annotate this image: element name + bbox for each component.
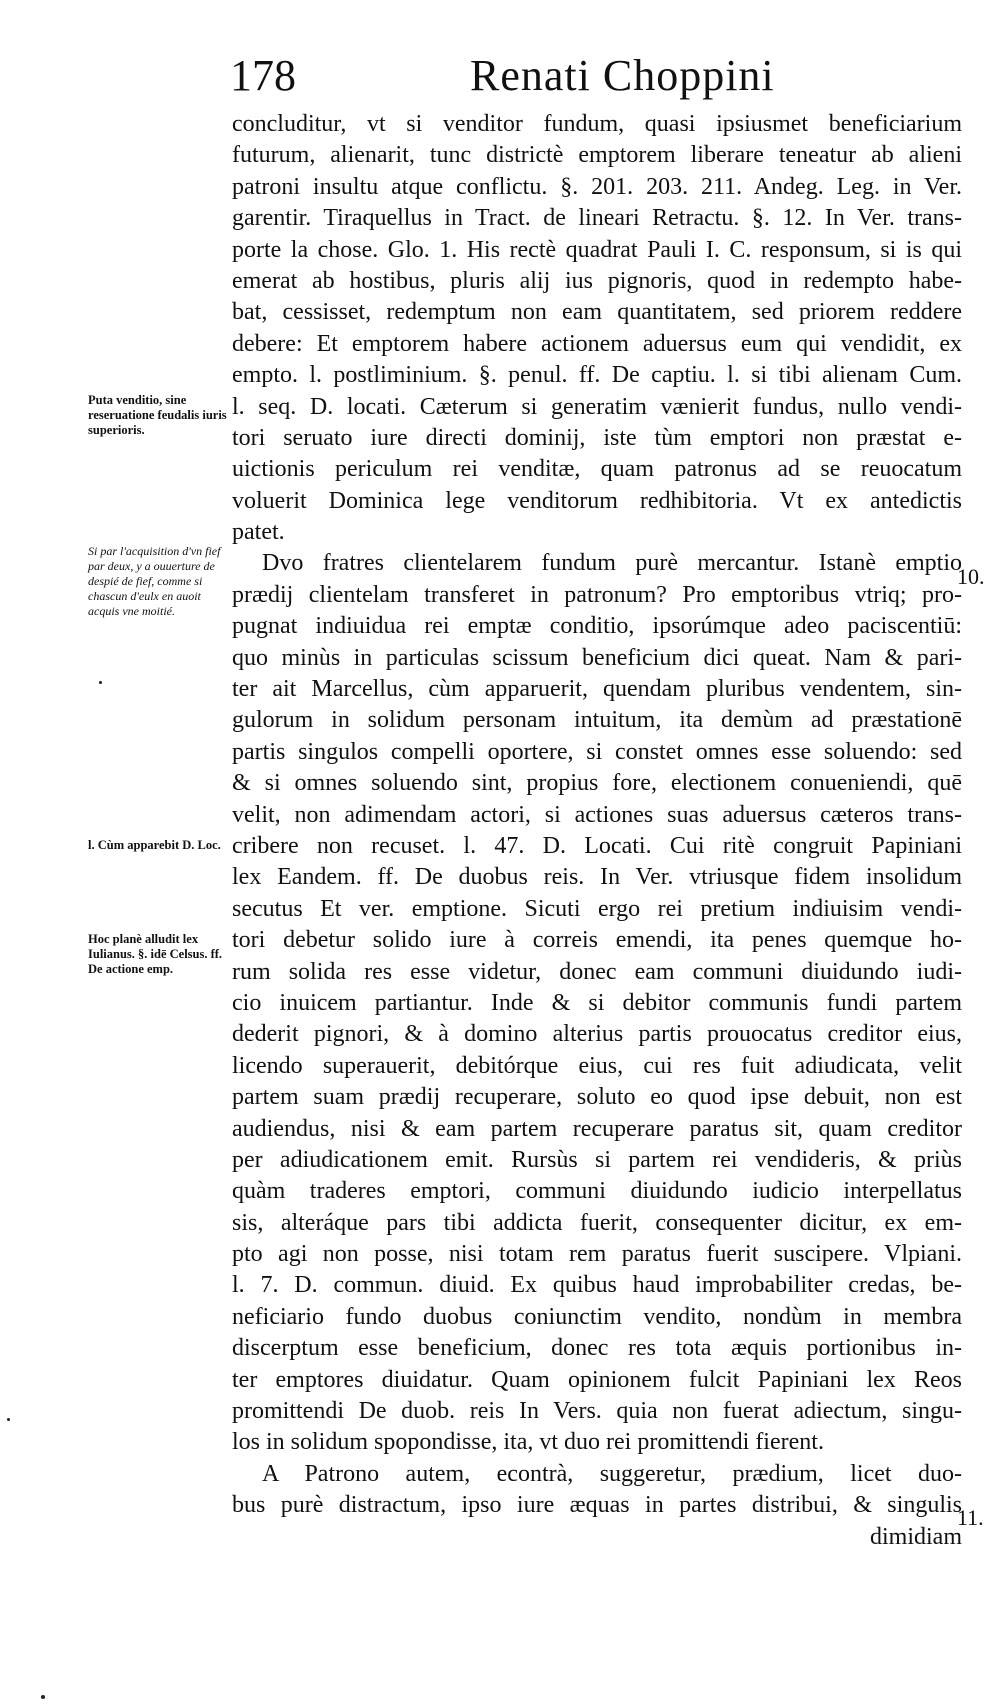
text-line: debere: Et emptorem habere actionem aduersus eum qui vendidit, ex [232,330,962,357]
paragraph-start-line: Dvo fratres clientelarem fundum purè mercantur. Istanè emptio [262,550,962,577]
ink-speck [7,1418,10,1421]
text-line: quo minùs in particulas scissum beneficium dici queat. Nam & pari- [232,644,962,671]
text-line: tori seruato iure directi dominij, iste tùm emptori non præstat e- [232,424,962,451]
text-line: bat, cessisset, redemptum non eam quantitatem, sed priorem reddere [232,299,962,326]
margin-note: Puta venditio, sine reseruatione feudalis iuris superioris. [88,393,227,437]
text-line: cio inuicem partiantur. Inde & si debitor communis fundi partem [232,989,962,1016]
text-line: prædij clientelam transferet in patronum? Pro emptoribus vtriq; pro- [232,581,962,608]
page-header [230,50,950,110]
running-title: Renati Choppini [470,51,775,100]
text-line: pugnat indiuidua rei emptæ conditio, ipsorúmque adeo paciscentiū: [232,613,962,640]
text-line: quàm traderes emptori, communi diuidundo iudicio interpellatus [232,1178,962,1205]
text-line: promittendi De duob. reis In Vers. quia non fuerat adiectum, singu- [232,1398,962,1425]
text-line: discerptum esse beneficium, donec res tota æquis portionibus in- [232,1335,962,1362]
text-line: los in solidum spopondisse, ita, vt duo rei promittendi fierent. [232,1429,824,1456]
text-line: voluerit Dominica lege venditorum redhibitoria. Vt ex antedictis [232,487,962,514]
text-line: licendo superauerit, debitórque eius, cui res fuit adiudicata, velit [232,1052,962,1079]
text-line: futurum, alienarit, tunc districtè emptorem liberare teneatur ab alieni [232,142,962,169]
text-line: lex Eandem. ff. De duobus reis. In Ver. vtriusque fidem insolidum [232,864,962,891]
text-line: partis singulos compelli oportere, si constet omnes esse soluendo: sed [232,738,962,765]
text-line: patroni insultu atque conflictu. §. 201. 203. 211. Andeg. Leg. in Ver. [232,173,962,200]
margin-note: Si par l'acquisition d'vn fief par deux, y a ouuerture de despié de fief, comme si chascun d'eulx en auoit acquis vne moitié. [88,544,221,618]
text-line: cribere non recuset. l. 47. D. Locati. Cui ritè congruit Papiniani [232,832,962,859]
catchword: dimidiam [870,1523,962,1550]
page-number: 178 [230,51,296,100]
text-line: partem suam prædij recuperare, soluto eo quod ipse debuit, non est [232,1084,962,1111]
text-line: garentir. Tiraquellus in Tract. de lineari Retractu. §. 12. In Ver. trans- [232,205,962,232]
text-line: tori debetur solido iure à correis emendi, ita penes quemque ho- [232,927,962,954]
section-number: 11. [957,1505,984,1530]
ink-speck [99,681,102,684]
text-line: per adiudicationem emit. Rursùs si partem rei vendideris, & priùs [232,1146,962,1173]
text-line: & si omnes soluendo sint, propius fore, electionem conueniendi, quē [232,770,962,797]
text-line: emerat ab hostibus, pluris alij ius pignoris, quod in redempto habe- [232,267,962,294]
text-line: gulorum in solidum personam intuitum, ita demùm ad præstationē [232,707,962,734]
text-line: l. seq. D. locati. Cæterum si generatim vænierit fundus, nullo vendi- [232,393,962,420]
text-line: empto. l. postliminium. §. penul. ff. De captiu. l. si tibi alienam Cum. [232,362,962,389]
text-line: velit, non adimendam actori, si actiones suas aduersus cæteros trans- [232,801,962,828]
margin-note: Hoc planè alludit lex Iulianus. §. idē Celsus. ff. De actione emp. [88,932,223,976]
text-line: porte la chose. Glo. 1. His rectè quadrat Pauli I. C. responsum, si is qui [232,236,962,263]
text-line: ter ait Marcellus, cùm apparuerit, quendam pluribus vendentem, sin- [232,676,962,703]
text-line: sis, alteráque pars tibi addicta fuerit, consequenter dicitur, ex em- [232,1209,962,1236]
paragraph-start-line: A Patrono autem, econtrà, suggeretur, prædium, licet duo- [262,1460,962,1487]
text-line: audiendus, nisi & eam partem recuperare paratus sit, quam creditor [232,1115,962,1142]
margin-note: l. Cùm apparebit D. Loc. [88,838,221,852]
text-line: rum solida res esse videtur, donec eam communi diuidundo iudi- [232,958,962,985]
ink-speck [41,1695,45,1699]
text-line: concluditur, vt si venditor fundum, quasi ipsiusmet beneficiarium [232,111,962,137]
text-line: bus purè distractum, ipso iure æquas in partes distribui, & singulis [232,1492,962,1519]
text-line: pto agi non posse, nisi totam rem paratus fuerit suscipere. Vlpiani. [232,1241,962,1268]
text-line: neficiario fundo duobus coniunctim vendito, nondùm in membra [232,1303,962,1330]
text-line: l. 7. D. commun. diuid. Ex quibus haud improbabiliter credas, be- [232,1272,962,1299]
text-line: ter emptores diuidatur. Quam opinionem fulcit Papiniani lex Reos [232,1366,962,1393]
text-line: uictionis periculum rei venditæ, quam patronus ad se reuocatum [232,456,962,483]
main-text [232,109,962,1553]
text-line: secutus Et ver. emptione. Sicuti ergo rei pretium indiuisim vendi- [232,895,962,922]
section-number: 10. [957,564,985,589]
text-line: dederit pignori, & à domino alterius partis prouocatus creditor eius, [232,1021,962,1048]
text-line: patet. [232,519,285,546]
